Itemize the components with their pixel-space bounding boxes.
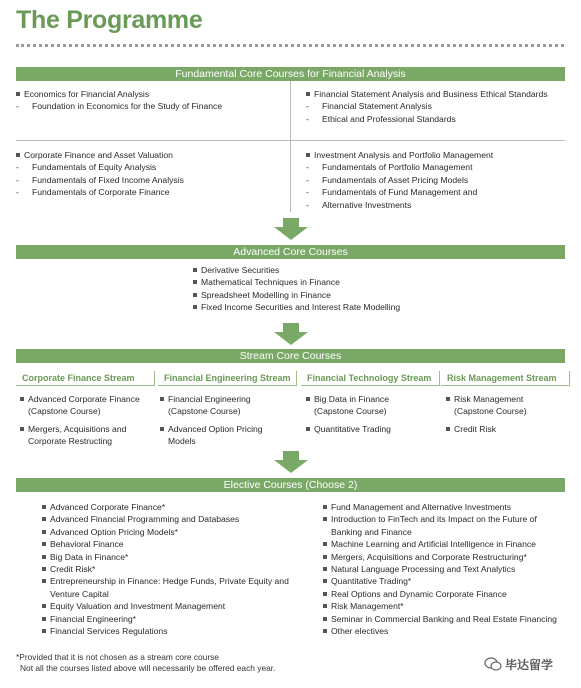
elective-courses-header: Elective Courses (Choose 2) [16,478,565,492]
course-group-title: Investment Analysis and Portfolio Management [306,149,493,161]
course-item: Derivative Securities [193,264,400,276]
elective-item: Advanced Corporate Finance* [42,501,289,513]
course-item: - Fundamentals of Asset Pricing Models [306,174,493,186]
footnote-availability: Not all the courses listed above will necessarily be offered each year. [20,663,276,673]
course-item: - Foundation in Economics for the Study of Finance [16,100,222,112]
stream-financial-engineering-courses [160,393,263,448]
elective-item: Big Data in Finance* [42,551,289,563]
course-item: - Ethical and Professional Standards [306,113,548,125]
elective-item: Advanced Financial Programming and Databases [42,513,289,525]
course-item-continuation: Corporate Restructing [28,436,113,447]
course-item: Advanced Corporate Finance [20,393,140,405]
course-group-title: Economics for Financial Analysis [16,88,222,100]
stream-core-header: Stream Core Courses [16,349,565,363]
course-item-continuation: (Capstone Course) [168,406,241,417]
footnotes [16,652,275,674]
elective-item: Quantitative Trading* [323,575,557,587]
elective-item-continuation: Venture Capital [50,588,109,599]
course-item: - Fundamentals of Equity Analysis [16,161,184,173]
stream-corporate-finance-title: Corporate Finance Stream [16,371,155,386]
course-item-text: Alternative Investments [322,199,412,210]
course-item-continuation: (Capstone Course) [314,406,387,417]
stream-corporate-finance-courses [20,393,140,448]
course-item: - Fundamentals of Portfolio Management [306,161,493,173]
elective-item: Introduction to FinTech and its Impact on the Future of [323,513,557,525]
stream-financial-engineering-title: Financial Engineering Stream [158,371,297,386]
course-item-continuation [306,199,493,211]
elective-list-left [42,501,289,637]
elective-item: Mergers, Acquisitions and Corporate Restructuring* [323,551,557,563]
core-group-financial-statement [306,88,548,125]
stream-financial-technology-title: Financial Technology Stream [301,371,440,386]
fundamental-core-header: Fundamental Core Courses for Financial Analysis [16,67,565,81]
elective-item: Advanced Option Pricing Models* [42,526,289,538]
watermark-text: 毕达留学 [505,658,554,672]
course-item: Quantitative Trading [306,423,391,435]
down-arrow-icon [274,218,308,240]
elective-item: Machine Learning and Artificial Intelligence in Finance [323,538,557,550]
stream-risk-management-title: Risk Management Stream [441,371,570,386]
course-item: Credit Risk [446,423,527,435]
footnote-asterisk: *Provided that it is not chosen as a stream core course [16,652,219,662]
course-group-title: Corporate Finance and Asset Valuation [16,149,184,161]
course-item: Big Data in Finance [306,393,391,405]
course-item: - Fundamentals of Fixed Income Analysis [16,174,184,186]
elective-item: Real Options and Dynamic Corporate Finance [323,588,557,600]
elective-item: Equity Valuation and Investment Management [42,600,289,612]
down-arrow-icon [274,323,308,345]
elective-item: Fund Management and Alternative Investments [323,501,557,513]
stream-risk-management-courses [446,393,527,435]
course-item: Advanced Option Pricing [160,423,263,435]
course-item-continuation: (Capstone Course) [28,406,101,417]
elective-item: Other electives [323,625,557,637]
core-group-economics [16,88,222,113]
elective-item: Natural Language Processing and Text Analytics [323,563,557,575]
dotted-divider [16,44,564,47]
elective-item: Financial Services Regulations [42,625,289,637]
course-item: Fixed Income Securities and Interest Rate Modelling [193,301,400,313]
advanced-core-header: Advanced Core Courses [16,245,565,259]
elective-item-continuation: Banking and Finance [331,526,412,537]
elective-item: Financial Engineering* [42,613,289,625]
stream-financial-technology-courses [306,393,391,435]
down-arrow-icon [274,451,308,473]
course-item: - Fundamentals of Fund Management and [306,186,493,198]
elective-item: Entrepreneurship in Finance: Hedge Funds, Private Equity and [42,575,289,587]
course-group-title: Financial Statement Analysis and Business Ethical Standards [306,88,548,100]
advanced-core-list [193,264,400,314]
course-item: - Financial Statement Analysis [306,100,548,112]
course-item: Mathematical Techniques in Finance [193,276,400,288]
wechat-icon [484,657,502,671]
course-item: Spreadsheet Modelling in Finance [193,289,400,301]
course-item-continuation: Models [168,436,196,447]
elective-list-right [323,501,557,637]
course-item-continuation: (Capstone Course) [454,406,527,417]
section1-horizontal-divider [16,140,565,141]
course-item: Risk Management [446,393,527,405]
course-item: Financial Engineering [160,393,263,405]
course-item: - Fundamentals of Corporate Finance [16,186,184,198]
elective-item: Credit Risk* [42,563,289,575]
core-group-investment-analysis [306,149,493,211]
elective-item: Behavioral Finance [42,538,289,550]
elective-item: Seminar in Commercial Banking and Real Estate Financing [323,613,557,625]
core-group-corporate-finance [16,149,184,199]
course-item: Mergers, Acquisitions and [20,423,140,435]
page-title: The Programme [16,6,203,34]
elective-item: Risk Management* [323,600,557,612]
section1-vertical-divider [290,81,291,212]
